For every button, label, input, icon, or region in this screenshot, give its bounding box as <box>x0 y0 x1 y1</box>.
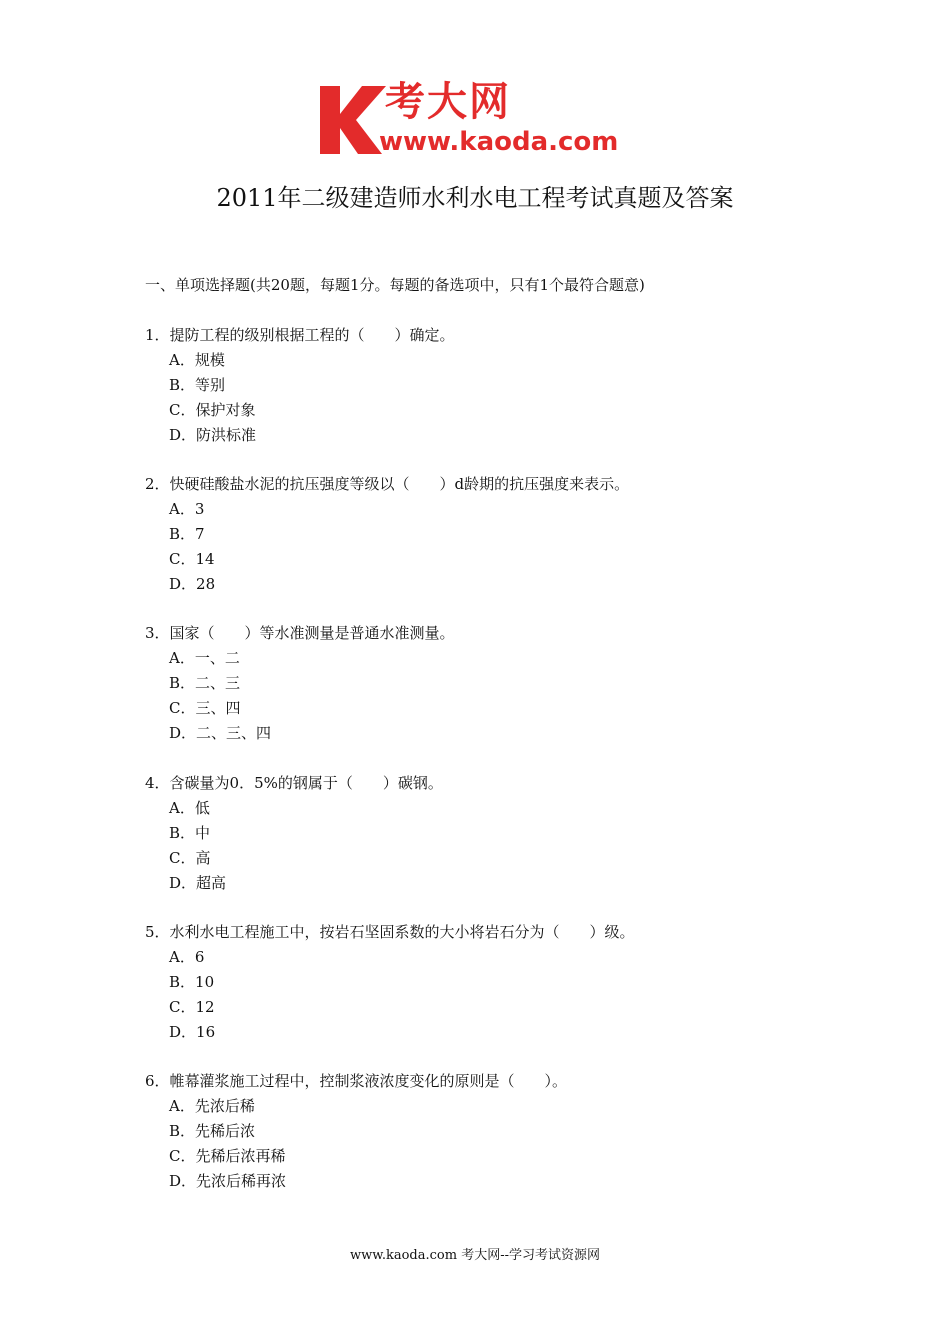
option-d: D．先浓后稀再浓 <box>169 1172 287 1190</box>
question-stem: 4．含碳量为0．5%的钢属于（ ）碳钢。 <box>145 774 443 792</box>
option-a: A．规模 <box>169 351 225 369</box>
option-c: C．三、四 <box>169 699 241 717</box>
kaoda-logo <box>318 80 638 160</box>
option-a: A．低 <box>169 799 210 817</box>
option-c: C．高 <box>169 849 211 867</box>
option-a: A．3 <box>169 500 205 518</box>
option-d: D．二、三、四 <box>169 724 272 742</box>
option-a: A．6 <box>169 948 205 966</box>
question-stem: 3．国家（ ）等水准测量是普通水准测量。 <box>145 624 455 642</box>
option-d: D．防洪标准 <box>169 426 257 444</box>
question-stem: 1．提防工程的级别根据工程的（ ）确定。 <box>145 326 455 344</box>
page-title: 2011年二级建造师水利水电工程考试真题及答案 <box>216 184 734 212</box>
question-1 <box>145 323 845 448</box>
logo-url-text: www.kaoda.com <box>379 127 619 157</box>
option-d: D．超高 <box>169 874 227 892</box>
k-letter-icon <box>318 80 388 160</box>
question-3 <box>145 621 845 746</box>
option-a: A．先浓后稀 <box>169 1097 255 1115</box>
question-2 <box>145 472 845 597</box>
question-stem: 6．帷幕灌浆施工过程中，控制浆液浓度变化的原则是（ ）。 <box>145 1072 568 1090</box>
section-heading: 一、单项选择题(共20题，每题1分。每题的备选项中，只有1个最符合题意) <box>145 276 645 294</box>
question-4 <box>145 771 845 896</box>
option-d: D．28 <box>169 575 216 593</box>
option-b: B．等别 <box>169 376 226 394</box>
option-b: B．二、三 <box>169 674 241 692</box>
question-5 <box>145 920 845 1045</box>
page-footer: www.kaoda.com 考大网--学习考试资源网 <box>350 1248 600 1263</box>
option-c: C．12 <box>169 998 215 1016</box>
option-a: A．一、二 <box>169 649 240 667</box>
option-b: B．10 <box>169 973 215 991</box>
option-b: B．中 <box>169 824 211 842</box>
question-6 <box>145 1069 845 1194</box>
logo-brand-text: 考大网 <box>385 79 511 125</box>
option-c: C．保护对象 <box>169 401 256 419</box>
question-stem: 2．快硬硅酸盐水泥的抗压强度等级以（ ）d龄期的抗压强度来表示。 <box>145 475 630 493</box>
option-c: C．14 <box>169 550 215 568</box>
option-b: B．7 <box>169 525 205 543</box>
option-c: C．先稀后浓再稀 <box>169 1147 286 1165</box>
option-b: B．先稀后浓 <box>169 1122 256 1140</box>
question-stem: 5．水利水电工程施工中，按岩石坚固系数的大小将岩石分为（ ）级。 <box>145 923 635 941</box>
option-d: D．16 <box>169 1023 216 1041</box>
